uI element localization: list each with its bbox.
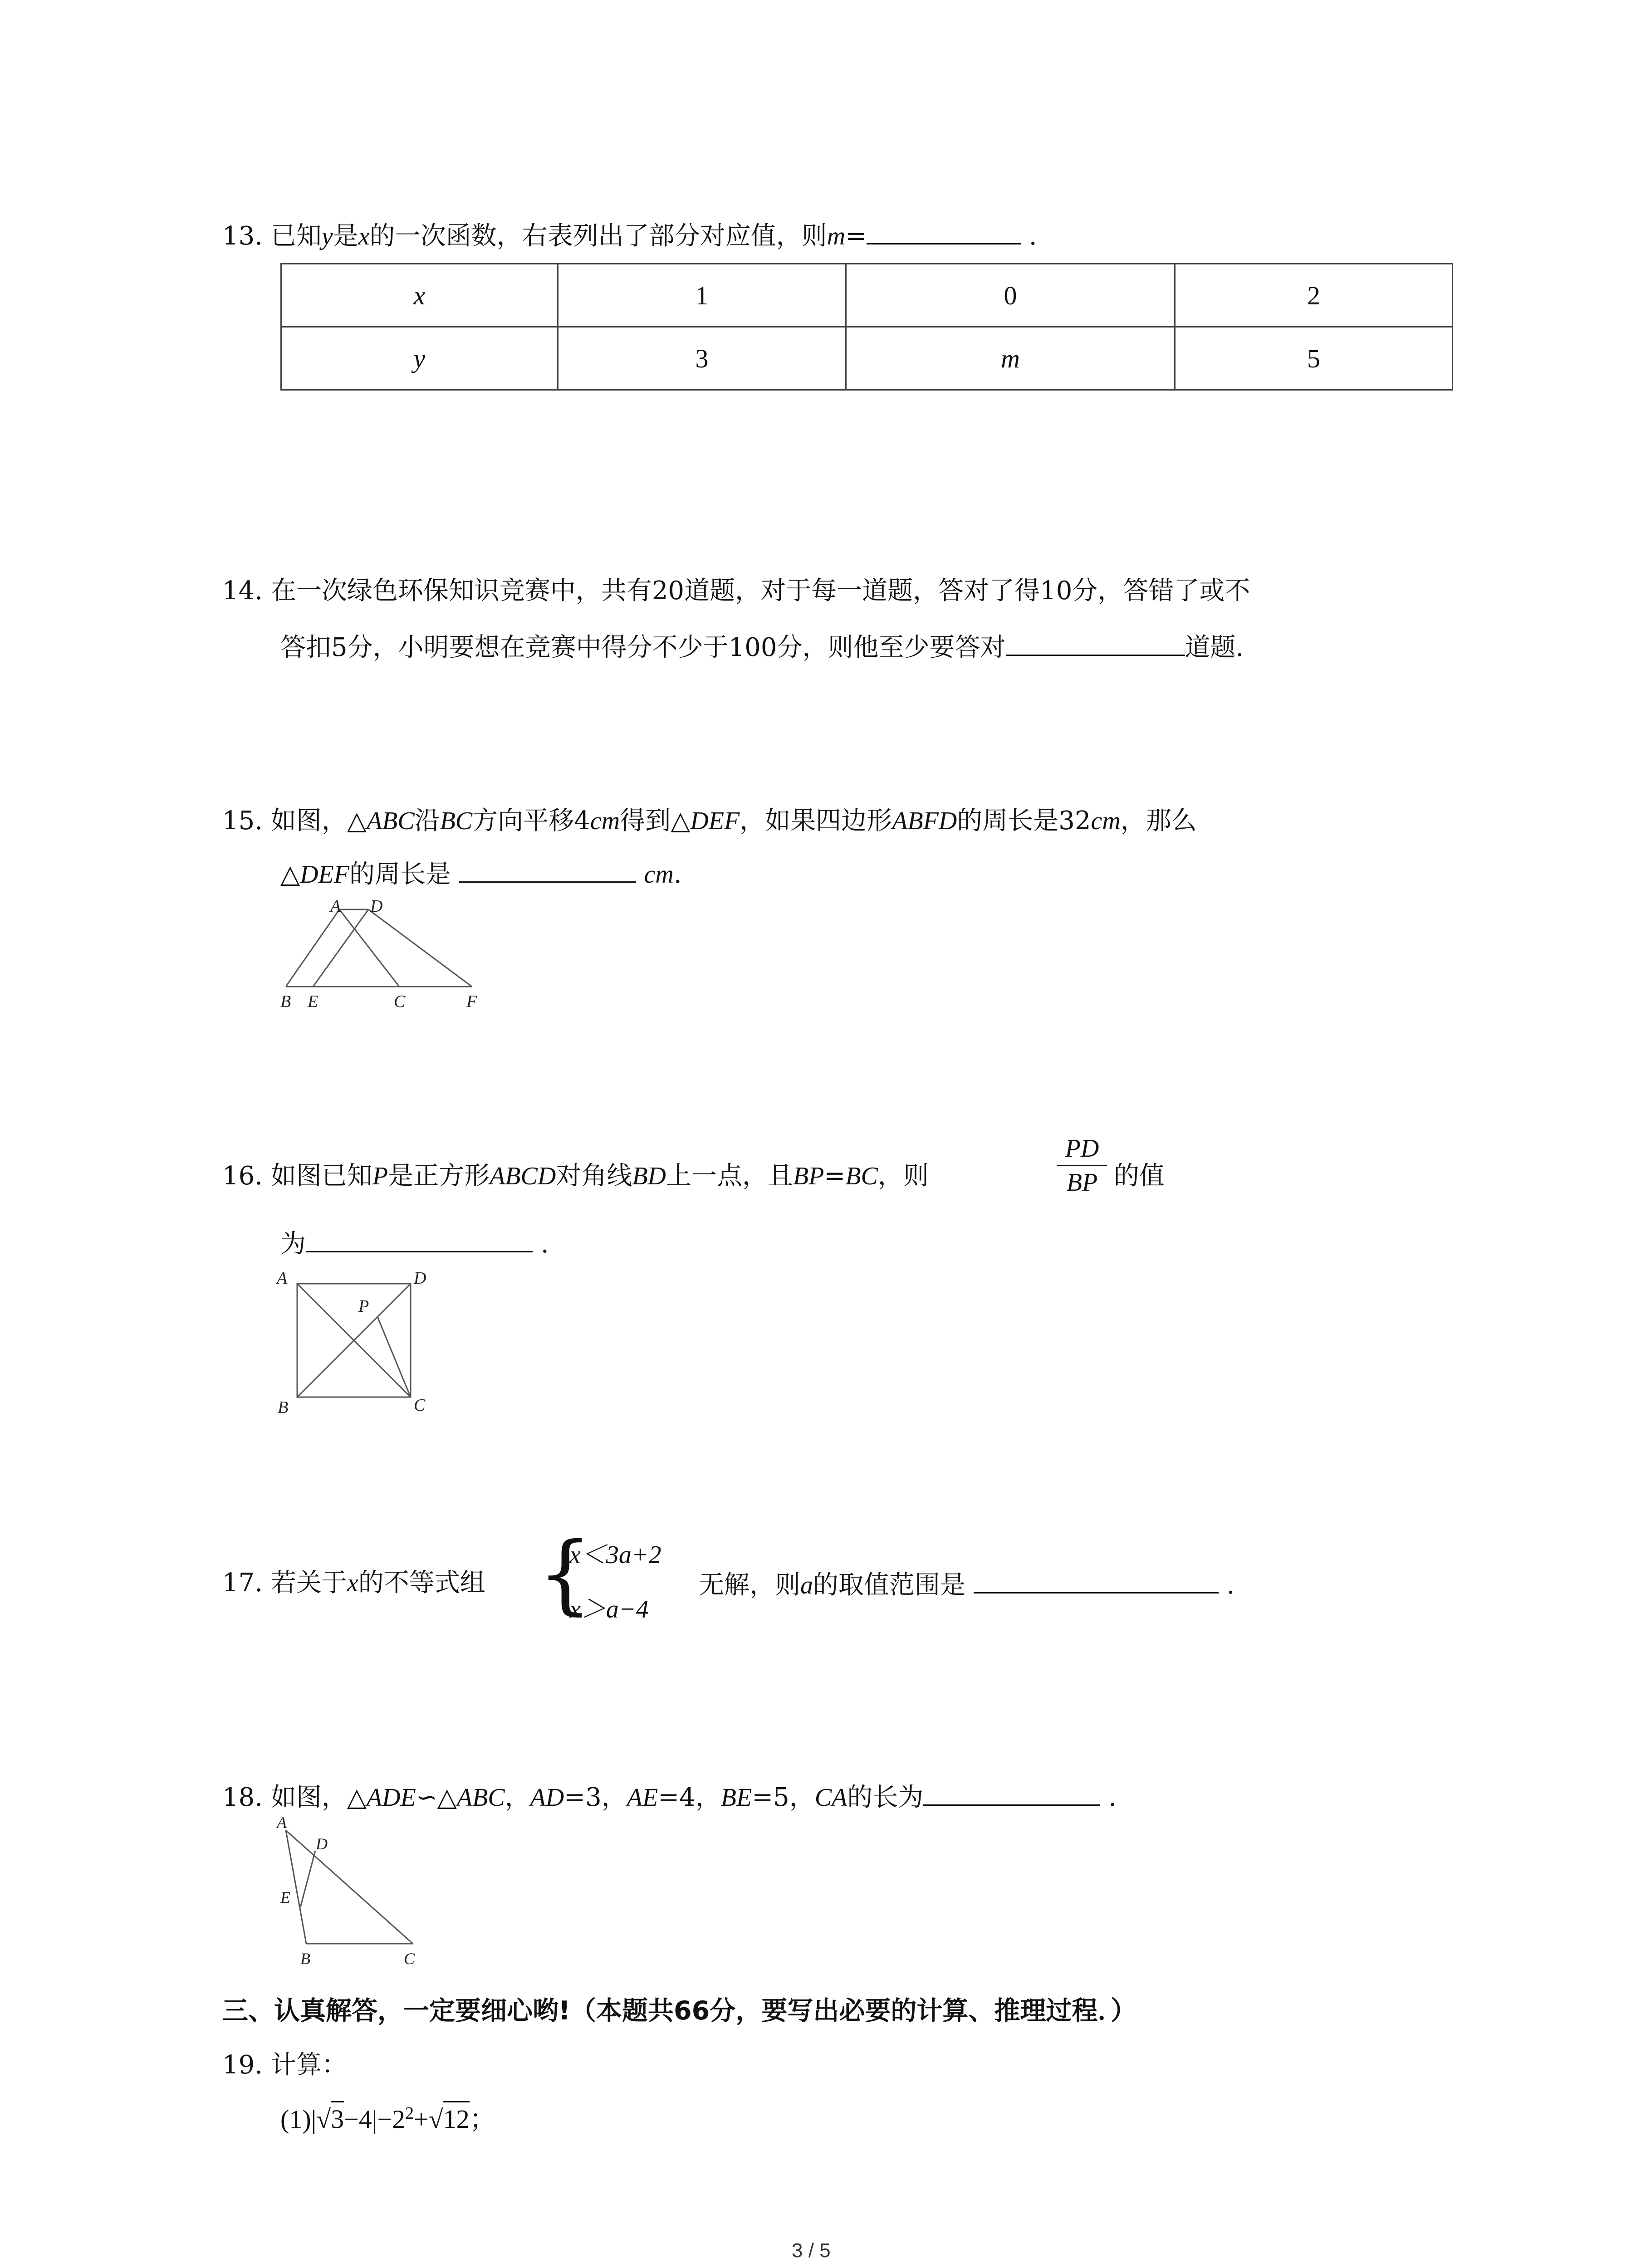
question-16-line-1: 16. 如图已知P是正方形ABCD对角线BD上一点，且BP=BC，则 — [222, 1161, 929, 1191]
point-label: D — [370, 897, 383, 916]
question-16-line-2: 为 . — [280, 1229, 549, 1259]
page-number: 3 / 5 — [792, 2239, 831, 2262]
table-row — [281, 327, 1453, 390]
point-label: E — [308, 992, 318, 1011]
question-18: 18. 如图，△ADE∽△ABC，AD=3，AE=4，BE=5，CA的长为 . — [222, 1783, 1117, 1812]
question-number: 13. — [222, 221, 263, 251]
table-cell: 5 — [1175, 327, 1453, 390]
point-label: E — [280, 1888, 290, 1906]
point-label: F — [466, 992, 477, 1011]
point-label: A — [330, 897, 341, 916]
point-label: P — [358, 1297, 369, 1316]
point-label: D — [414, 1269, 426, 1288]
point-label: C — [414, 1396, 426, 1415]
value-table — [280, 263, 1453, 391]
question-number: 16. — [222, 1161, 263, 1191]
point-label: B — [278, 1398, 289, 1417]
system-brace: { — [538, 1524, 593, 1624]
question-15-line-1: 15. 如图，△ABC沿BC方向平移4cm得到△DEF，如果四边形ABFD的周长是32cm，那么 — [222, 806, 1197, 836]
question-number: 15. — [222, 806, 263, 836]
question-number: 19. — [222, 2050, 263, 2080]
answer-blank — [1006, 633, 1185, 656]
inequality-1: x＜3a+2 — [569, 1541, 661, 1569]
radicand: 3 — [331, 2101, 344, 2134]
inequality-2: x＞a−4 — [569, 1595, 649, 1623]
triangle-figure — [272, 1812, 436, 1975]
answer-blank — [459, 860, 636, 883]
fraction-numerator: PD — [1065, 1134, 1099, 1163]
table-cell: 0 — [846, 264, 1175, 327]
answer-blank — [867, 221, 1021, 244]
question-15-line-2: △DEF的周长是 cm. — [280, 860, 682, 889]
question-16-line-1-end: 的值 — [1114, 1161, 1165, 1191]
table-cell: 1 — [558, 264, 846, 327]
table-row — [281, 264, 1453, 327]
table-cell: 2 — [1175, 264, 1453, 327]
translation-figure — [272, 896, 490, 1018]
table-cell: m — [846, 327, 1175, 390]
table-cell: 3 — [558, 327, 846, 390]
answer-blank — [974, 1570, 1219, 1593]
fraction-bar — [1057, 1165, 1107, 1166]
question-number: 18. — [222, 1783, 263, 1812]
fraction — [1057, 1134, 1107, 1197]
question-14-line-1: 14. 在一次绿色环保知识竞赛中，共有20道题，对于每一道题，答对了得10分，答错了或不 — [222, 576, 1250, 606]
point-label: D — [316, 1835, 328, 1853]
answer-blank — [923, 1783, 1100, 1806]
question-13: 13. 已知y是x的一次函数，右表列出了部分对应值，则m= . — [222, 221, 1037, 251]
radicand: 12 — [443, 2101, 470, 2134]
sqrt-symbol: √ — [428, 2104, 443, 2134]
table-cell: y — [281, 327, 558, 390]
point-label: B — [300, 1950, 310, 1968]
square-figure — [272, 1261, 445, 1424]
question-number: 14. — [222, 576, 263, 606]
point-label: C — [404, 1950, 415, 1968]
point-label: B — [280, 992, 291, 1011]
point-label: A — [277, 1813, 287, 1832]
answer-blank — [306, 1229, 533, 1252]
table-cell: x — [281, 264, 558, 327]
point-label: A — [277, 1269, 288, 1288]
question-17-end: 无解，则a的取值范围是 . — [699, 1570, 1235, 1600]
question-14-line-2: 答扣5分，小明要想在竞赛中得分不少于100分，则他至少要答对 道题. — [280, 633, 1244, 662]
question-19: 19. 计算： — [222, 2050, 347, 2080]
section-heading: 三、认真解答，一定要细心哟!（本题共66分，要写出必要的计算、推理过程．） — [222, 1996, 1136, 2026]
sqrt-symbol: √ — [316, 2104, 331, 2134]
fraction-denominator: BP — [1066, 1168, 1098, 1197]
question-number: 17. — [222, 1568, 263, 1598]
expression-1: $(1)|√3-4|-2^2+√12$； — [280, 2105, 496, 2132]
point-label: C — [394, 992, 406, 1011]
question-17: 17. 若关于x的不等式组 — [222, 1568, 485, 1598]
